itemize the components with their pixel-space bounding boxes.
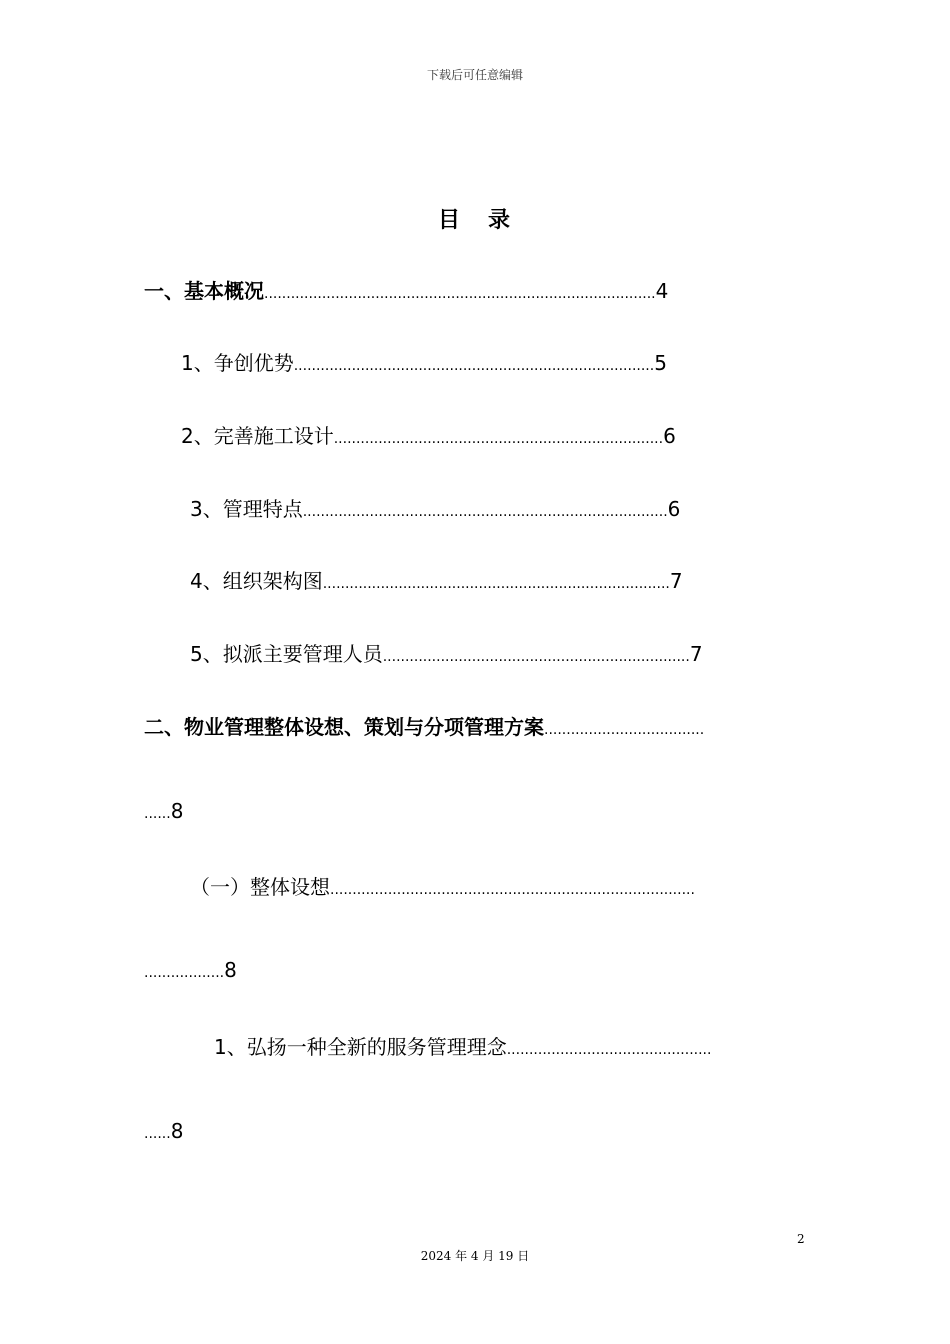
toc-entry-dots: ........................................................................................: [264, 286, 656, 302]
toc-entry-org-chart[interactable]: [190, 566, 683, 599]
toc-entry-dots: ..............................................: [506, 1042, 712, 1058]
toc-entry-page: 4: [655, 279, 669, 303]
toc-entry-dots: ..............................................................................: [322, 576, 670, 592]
toc-entry-dots: ....................................: [544, 722, 705, 738]
toc-title: [0, 203, 950, 234]
toc-entry-text: 一、基本概况: [144, 279, 264, 303]
toc-entry-dots: ..................................................................................: [330, 882, 695, 898]
toc-entry-cont-dots: ..................: [144, 965, 225, 981]
toc-entry-construction-design[interactable]: [181, 421, 676, 454]
toc-entry-page: 5: [654, 351, 667, 375]
toc-entry-basic-overview[interactable]: [144, 276, 668, 309]
toc-entry-competitive-advantage[interactable]: [181, 348, 667, 381]
header-note: 下载后可任意编辑: [426, 68, 523, 82]
toc-entry-overall-plan-continuation[interactable]: [144, 799, 183, 823]
toc-entry-overall-concept-continuation[interactable]: [144, 958, 237, 982]
toc-entry-dots: .................................................................................: [293, 358, 655, 374]
toc-entry-text: 3、管理特点: [190, 497, 303, 521]
toc-entry-page: 8: [170, 1119, 184, 1143]
toc-entry-cont-dots: ......: [144, 806, 171, 822]
toc-entry-text: 二、物业管理整体设想、策划与分项管理方案: [144, 715, 544, 739]
toc-entry-dots: .....................................................................: [382, 649, 690, 665]
toc-entry-dots: ..........................................................................: [333, 431, 664, 447]
toc-entry-text: 1、争创优势: [181, 351, 294, 375]
toc-entry-overall-plan[interactable]: [144, 712, 704, 745]
toc-title-part1: 目: [437, 208, 462, 233]
toc-entry-text: 4、组织架构图: [190, 569, 323, 593]
toc-entry-page: 8: [170, 799, 184, 823]
toc-entry-overall-concept[interactable]: [190, 872, 695, 905]
toc-entry-key-staff[interactable]: [190, 639, 703, 672]
toc-title-part2: 录: [488, 208, 513, 233]
toc-entry-text: 2、完善施工设计: [181, 424, 334, 448]
page-number: 2: [797, 1232, 805, 1246]
toc-entry-page: 6: [667, 497, 681, 521]
toc-entry-text: 5、拟派主要管理人员: [190, 642, 383, 666]
toc-entry-page: 6: [663, 424, 676, 448]
footer-date: 2024 年 4 月 19 日: [420, 1249, 530, 1263]
toc-entry-service-concept-continuation[interactable]: [144, 1119, 183, 1143]
toc-entry-management-features[interactable]: [190, 494, 680, 527]
toc-entry-service-concept[interactable]: [214, 1032, 711, 1065]
toc-entry-text: （一）整体设想: [190, 875, 330, 899]
toc-entry-dots: ..................................................................................: [302, 504, 668, 520]
toc-entry-page: 7: [669, 569, 683, 593]
toc-entry-cont-dots: ......: [144, 1126, 171, 1142]
toc-entry-text: 1、弘扬一种全新的服务管理理念: [214, 1035, 507, 1059]
toc-entry-page: 8: [224, 958, 237, 982]
toc-entry-page: 7: [689, 642, 703, 666]
